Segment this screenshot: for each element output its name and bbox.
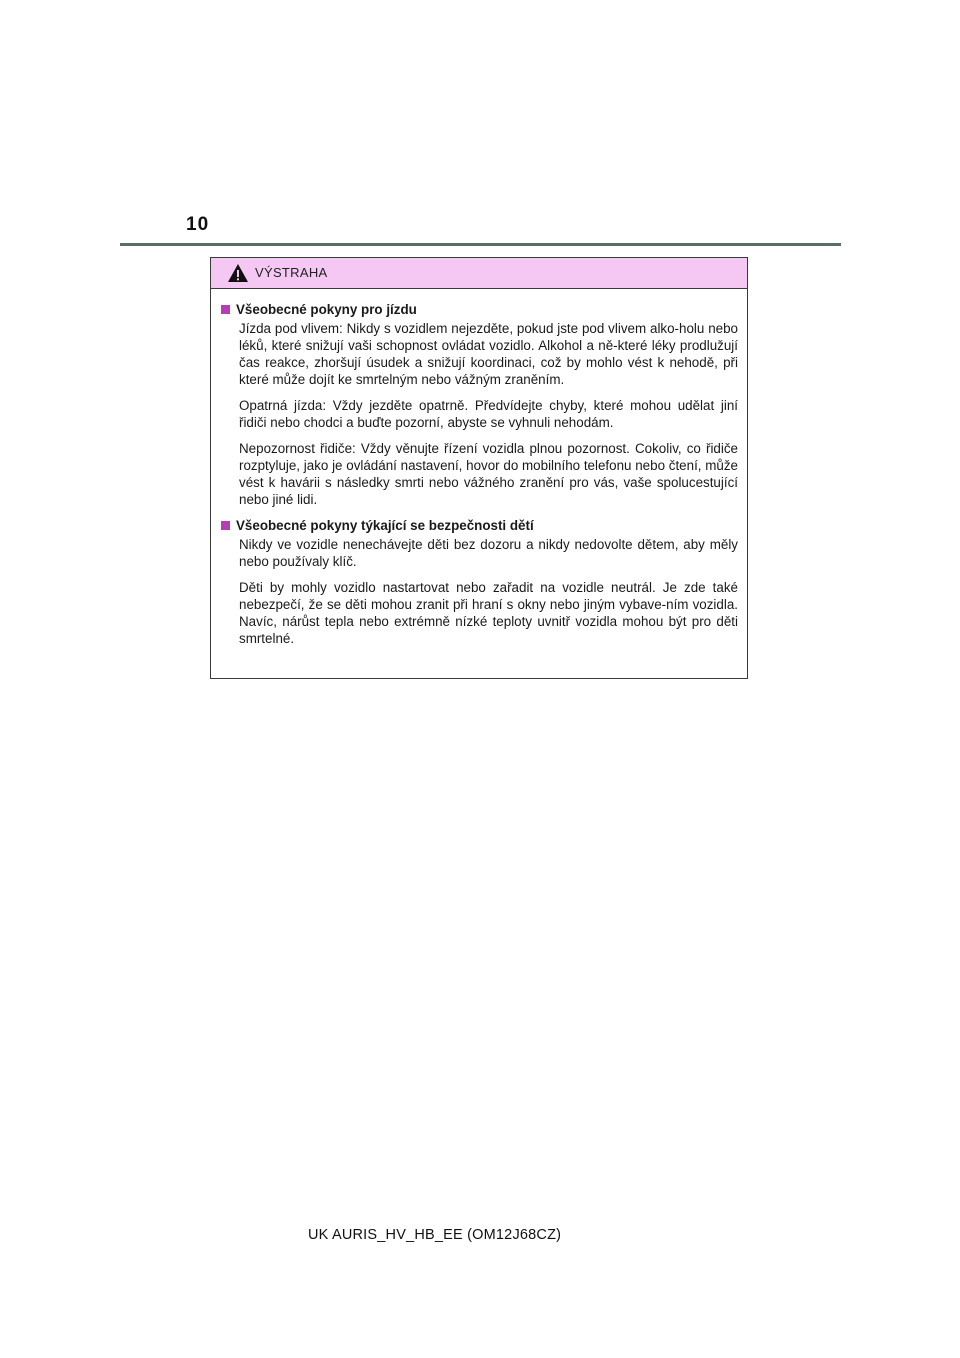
section-heading (221, 301, 738, 318)
warning-content (211, 289, 747, 647)
paragraph: Opatrná jízda: Vždy jezděte opatrně. Předvídejte chyby, které mohou udělat jiní řidiči nebo chodci a buďte pozorní, abyste se vyhnuli nehodám. (239, 398, 738, 430)
document-code: UK AURIS_HV_HB_EE (OM12J68CZ) (308, 1227, 562, 1243)
page-number: 10 (186, 214, 210, 235)
section-driving (221, 301, 738, 508)
warning-triangle-icon (227, 263, 249, 283)
warning-box (210, 257, 748, 679)
warning-header (211, 258, 747, 289)
header-rule (120, 243, 841, 246)
section-heading-text: Všeobecné pokyny pro jízdu (236, 302, 417, 317)
paragraph: Děti by mohly vozidlo nastartovat nebo zařadit na vozidle neutrál. Je zde také nebezpečí, že se děti mohou zranit při hraní s okny nebo jiným vybave-ním vozidla. Navíc, nárůst tepla nebo extrémně nízké teploty uvnitř vozidla mohou být pro děti smrtelné. (239, 580, 738, 646)
square-bullet-icon (221, 305, 230, 314)
section-heading (221, 517, 738, 534)
section-child-safety (221, 517, 738, 647)
warning-title: VÝSTRAHA (255, 265, 328, 280)
square-bullet-icon (221, 521, 230, 530)
paragraph: Nepozornost řidiče: Vždy věnujte řízení vozidla plnou pozornost. Cokoliv, co řidiče rozptyluje, jako je ovládání nastavení, hovor do mobilního telefonu nebo čtení, může vést k havárii s následky smrti nebo vážného zranění pro vás, vaše spolucestující nebo jiné lidi. (239, 441, 738, 507)
section-heading-text: Všeobecné pokyny týkající se bezpečnosti dětí (236, 518, 534, 533)
paragraph: Nikdy ve vozidle nenechávejte děti bez dozoru a nikdy nedovolte dětem, aby měly nebo používaly klíč. (239, 537, 738, 569)
paragraph: Jízda pod vlivem: Nikdy s vozidlem nejezděte, pokud jste pod vlivem alko-holu nebo léků, které snižují vaši schopnost ovládat vozidlo. Alkohol a ně-které léky prodlužují čas reakce, zhoršují úsudek a snižují koordinaci, což by mohlo vést k nehodě, při které může dojít ke smrtelným nebo vážným zraněním. (239, 321, 738, 387)
